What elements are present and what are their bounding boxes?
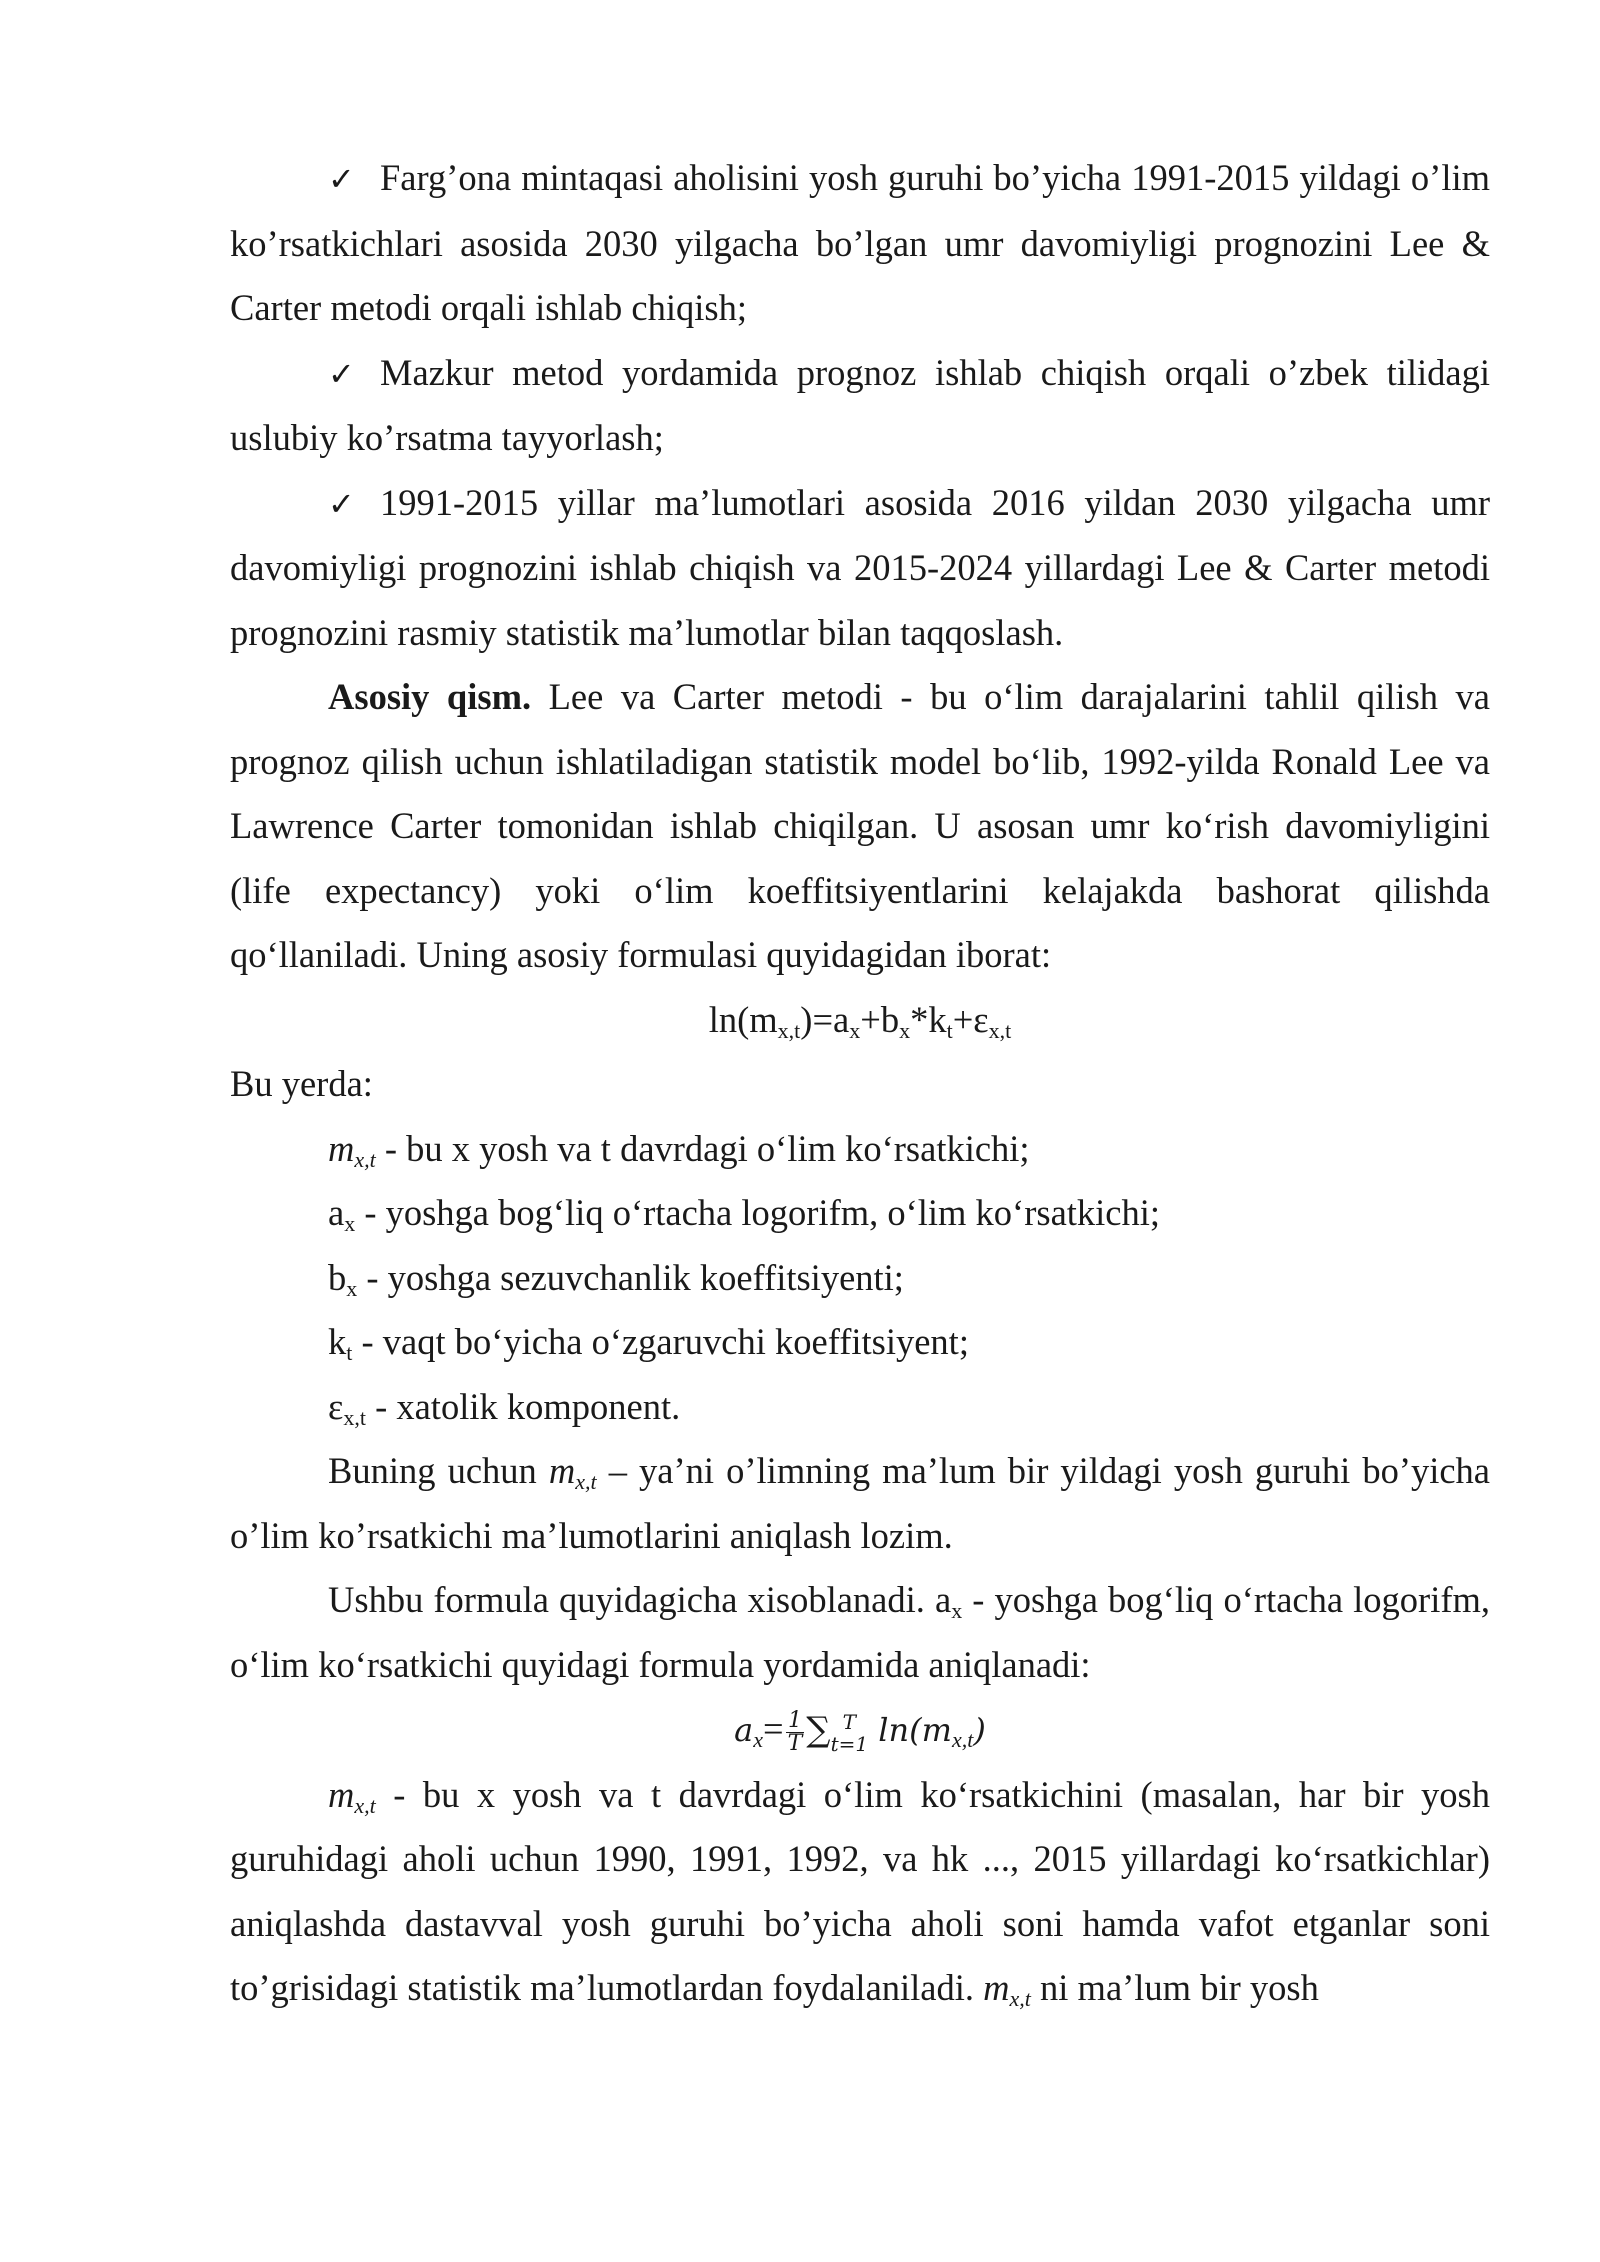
checklist-text: 1991-2015 yillar ma’lumotlari asosida 2016 yildan 2030 yilgacha umr davomiyligi prognozini ishlab chiqish va 2015-2024 yillardagi Lee & Carter metodi prognozini rasmiy statistik ma’lumotlar bilan taqqoslash. bbox=[230, 481, 1490, 653]
definition-item: $a_x$ - yoshga bog‘liq o‘rtacha logorifm, o‘lim ko‘rsatkichi; bbox=[328, 1192, 1161, 1236]
where-label: Bu yerda: bbox=[230, 1063, 373, 1104]
checkmark-icon: ✓ bbox=[328, 484, 355, 523]
paragraph-ushbu: Ushbu formula quyidagicha xisoblanadi. $a_x$ - yoshga bog‘liq o‘rtacha logorifm, o‘lim ko‘rsatkichi quyidagi formula yordamida aniqlanadi: bbox=[230, 1579, 1491, 1685]
main-paragraph bbox=[230, 665, 1490, 988]
sum-symbol: ∑ bbox=[806, 1710, 831, 1750]
formula-ax: $a_x=$ $\frac{1}{T}$ ∑ T t=1 $\ln(m_{x,t})$ bbox=[734, 1708, 986, 1757]
formula-lee-carter: $\ln(m_{x,t})=a_x+b_x*k_t+\varepsilon_{x,t}$ bbox=[708, 998, 1012, 1043]
definition-item: $b_x$ - yoshga sezuvchanlik koeffitsiyenti; bbox=[328, 1256, 904, 1301]
main-intro-text: Lee va Carter metodi - bu o‘lim darajalarini tahlil qilish va prognoz qilish uchun ishlatiladigan statistik model bo‘lib, 1992-yilda Ronald Lee va Lawrence Carter tomonidan ishlab chiqilgan. U asosan umr ko‘rish davomiyligini (life expectancy) yoki o‘lim koeffitsiyentlarini kelajakda bashorat qilishda qo‘llaniladi. Uning asosiy formulasi quyidagidan iborat: bbox=[230, 676, 1490, 975]
checklist-item bbox=[230, 341, 1490, 471]
definition-item: $m_{x,t}$ - bu x yosh va t davrdagi o‘lim ko‘rsatkichi; bbox=[328, 1127, 1030, 1172]
checklist-text: Mazkur metod yordamida prognoz ishlab chiqish orqali o’zbek tilidagi uslubiy ko’rsatma tayyorlash; bbox=[230, 351, 1490, 458]
section-heading: Asosiy qism. bbox=[328, 676, 532, 717]
definition-item: $k_t$ - vaqt bo‘yicha o‘zgaruvchi koeffitsiyent; bbox=[328, 1321, 969, 1365]
checklist-item bbox=[230, 146, 1490, 341]
definition-item: $\varepsilon_{x,t}$ - xatolik komponent. bbox=[328, 1385, 681, 1430]
paragraph-buning: Buning uchun $m_{x,t}$ – ya’ni o’limning ma’lum bir yildagi yosh guruhi bo’yicha o’lim ko’rsatkichi ma’lumotlarini aniqlash lozim. bbox=[230, 1450, 1491, 1556]
sum-limits: T t=1 bbox=[830, 1709, 869, 1756]
document-body bbox=[230, 146, 1490, 2021]
fraction: $\frac{1}{T}$ bbox=[787, 1708, 803, 1757]
paragraph-last: $m_{x,t}$ - bu x yosh va t davrdagi o‘lim ko‘rsatkichini (masalan, har bir yosh guruhidagi aholi uchun 1990, 1991, 1992, va hk ..., 2015 yillardagi ko‘rsatkichlar) aniqlashda dastavval yosh guruhi bo’yicha aholi soni hamda vafot etganlar soni to’grisidagi statistik ma’lumotlardan foydalaniladi. $m_{x,t}$ ni ma’lum bir yosh bbox=[230, 1773, 1490, 2011]
checklist-text: Farg’ona mintaqasi aholisini yosh guruhi bo’yicha 1991-2015 yildagi o’lim ko’rsatkichlari asosida 2030 yilgacha bo’lgan umr davomiyligi prognozini Lee & Carter metodi orqali ishlab chiqish; bbox=[230, 157, 1490, 328]
checkmark-icon: ✓ bbox=[328, 354, 355, 393]
checkmark-icon: ✓ bbox=[328, 160, 355, 198]
checklist-item bbox=[230, 471, 1490, 666]
